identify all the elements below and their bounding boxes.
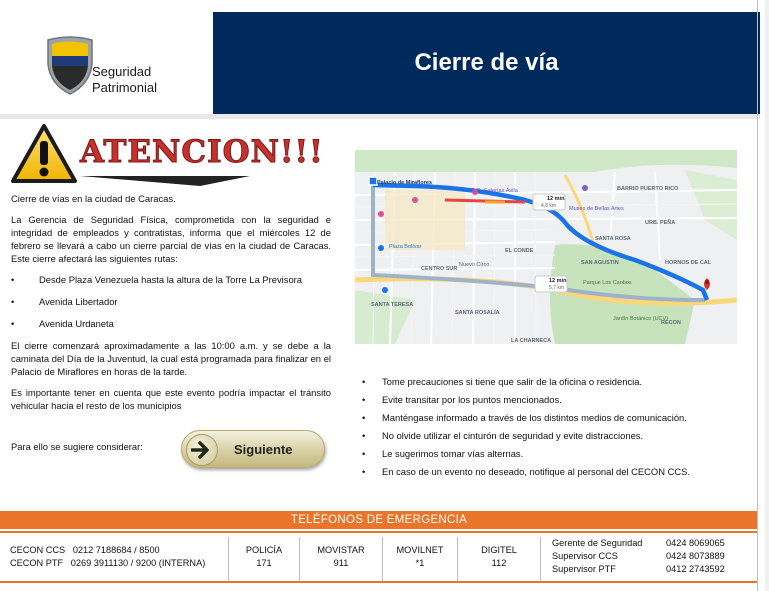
- intro-text: Cierre de vías en la ciudad de Caracas.: [11, 193, 176, 204]
- cecon-label: CECON PTF: [10, 558, 64, 568]
- tip-item: • Manténgase informado a través de los distintos medios de comunicación.: [362, 411, 752, 429]
- map-label-barrio: BARRIO PUERTO RICO: [617, 186, 679, 192]
- service-name: MOVILNET: [396, 545, 444, 555]
- page-title: Cierre de vía: [414, 49, 559, 76]
- contact-lines: [552, 537, 752, 581]
- map-label-la-charneca: LA CHARNECA: [511, 338, 552, 344]
- tips-list: [362, 375, 752, 483]
- notice-body: [11, 192, 331, 420]
- map-label-parque: Parque Los Caobos: [583, 280, 632, 286]
- paragraph-2: El cierre comenzará aproximadamente a las 10:00 a.m. y se debe a la caminata del Día de la Juventud, la cual está programada para finalizar en el Palacio de Miraflores en horas de la tarde.: [11, 340, 331, 377]
- warning-triangle-icon: [10, 123, 78, 185]
- tip-item: • En caso de un evento no deseado, notifique al personal del CECON CCS.: [362, 465, 752, 483]
- map-label-recon: RECON: [661, 320, 681, 326]
- map-label-galerias: C.C. Galerías Ávila: [471, 188, 518, 194]
- contact-phone: 0424 8069065: [666, 538, 725, 548]
- tip-item: • Tome precauciones si tiene que salir de la oficina o residencia.: [362, 375, 752, 393]
- next-button-label: Siguiente: [234, 442, 293, 457]
- suggest-label: Para ello se sugiere considerar:: [11, 441, 143, 452]
- service-number: 171: [256, 558, 272, 568]
- service-number: 911: [333, 558, 349, 568]
- emergency-phones: [0, 531, 758, 583]
- footer-divider: [540, 537, 541, 581]
- paragraph-1: La Gerencia de Seguridad Física, comprometida con la seguridad e integridad de empleados y contratistas, informa que el miércoles 12 de febrero se llevará a cabo un cierre parcial de vías en la ciudad de Caracas. Este cierre afectará las siguientes rutas:: [11, 214, 331, 264]
- shield-logo-icon: [44, 34, 96, 96]
- map-label-centro: CENTRO SUR: [421, 266, 458, 272]
- contact-row: [552, 550, 752, 563]
- map-label-jardin: Jardín Botánico (UCV): [613, 316, 669, 322]
- header-band: [213, 12, 760, 114]
- page-edge-shadow: [765, 0, 769, 591]
- contact-role: Supervisor PTF: [552, 564, 616, 574]
- map-label-route1-dist: 4,8 km: [541, 203, 557, 209]
- map-label-san-agustin: SAN AGUSTIN: [581, 260, 619, 266]
- contact-row: [552, 563, 752, 576]
- emergency-title: TELÉFONOS DE EMERGENCIA: [290, 514, 468, 526]
- map-label-el-conde: EL CONDE: [505, 248, 534, 254]
- logo-area: [0, 0, 212, 114]
- page-edge: [757, 0, 758, 591]
- tip-item: • No olvide utilizar el cinturón de seguridad y evite distracciones.: [362, 429, 752, 447]
- contact-phone: 0412 2743592: [666, 564, 725, 574]
- route-item: • Avenida Urdaneta: [11, 317, 331, 330]
- header-divider: [0, 114, 760, 119]
- contact-role: Gerente de Seguridad: [552, 538, 643, 548]
- cecon-number: 0212 7188684 / 8500: [72, 545, 160, 555]
- cecon-lines: [10, 544, 224, 588]
- service-number: *1: [415, 558, 425, 568]
- service-digitel: [458, 544, 540, 588]
- map-label-santa-rosalia: SANTA ROSALÍA: [455, 310, 500, 316]
- service-name: DIGITEL: [481, 545, 517, 555]
- map-label-nuevo-circo: Nuevo Circo: [459, 262, 490, 268]
- map-label-route2-time: 12 min: [549, 278, 567, 284]
- cecon-row: [10, 544, 224, 557]
- banner-underline-arrow: [80, 174, 320, 188]
- route-item: • Desde Plaza Venezuela hasta la altura de la Torre La Previsora: [11, 273, 331, 286]
- service-number: 112: [491, 558, 507, 568]
- contact-row: [552, 537, 752, 550]
- cecon-row: [10, 557, 224, 570]
- contact-phone: 0424 8073889: [666, 551, 725, 561]
- route-item: • Avenida Libertador: [11, 295, 331, 308]
- next-button[interactable]: [181, 430, 325, 468]
- service-name: MOVISTAR: [317, 545, 365, 555]
- tip-item: • Le sugerimos tomar vías alternas.: [362, 447, 752, 465]
- contact-role: Supervisor CCS: [552, 551, 618, 561]
- logo-text: [92, 64, 157, 96]
- map-label-plaza-bolivar: Plaza Bolívar: [389, 244, 422, 250]
- service-movilnet: [383, 544, 457, 588]
- map-label-santa-teresa: SANTA TERESA: [371, 302, 414, 308]
- map-label-palacio: Palacio de Miraflores: [377, 180, 433, 186]
- cecon-label: CECON CCS: [10, 545, 66, 555]
- arrow-right-icon: [186, 434, 218, 466]
- attention-text: ATENCION!!!: [80, 134, 324, 170]
- paragraph-3: Es importante tener en cuenta que este evento podría impactar el tránsito vehicular hacia el resto de los municipios: [11, 387, 331, 411]
- route-map[interactable]: [355, 150, 737, 344]
- cecon-number: 0269 3911130 / 9200 (INTERNA): [70, 558, 206, 568]
- logo-line-1: Seguridad: [92, 64, 152, 79]
- service-police: [229, 544, 299, 588]
- logo-line-2: Patrimonial: [92, 80, 158, 95]
- map-label-hornos-cal: HORNOS DE CAL: [665, 260, 712, 266]
- map-label-urb-pena: URB. PEÑA: [645, 220, 676, 226]
- service-movistar: [300, 544, 382, 588]
- emergency-header-bar: [0, 511, 758, 529]
- map-label-museo: Museo de Bellas Artes: [569, 206, 624, 212]
- tip-item: • Evite transitar por los puntos mencionados.: [362, 393, 752, 411]
- attention-banner: [80, 134, 324, 188]
- map-label-route2-dist: 5,7 km: [549, 285, 565, 291]
- map-label-route1-time: 12 min: [547, 196, 565, 202]
- routes-list: [11, 273, 331, 330]
- map-label-santa-rosa: SANTA ROSA: [595, 236, 631, 242]
- service-name: POLICÍA: [245, 545, 283, 555]
